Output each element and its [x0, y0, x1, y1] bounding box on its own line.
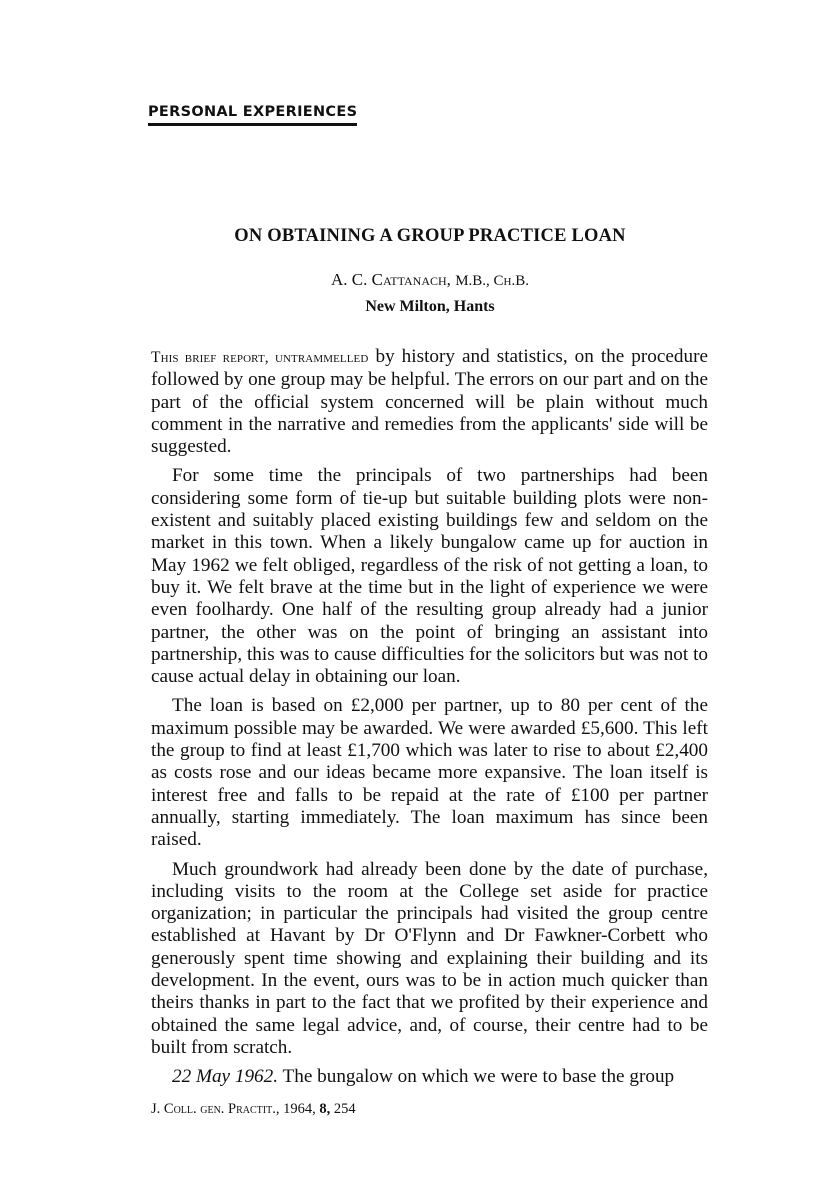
paragraph-3: The loan is based on £2,000 per partner, up to 80 per cent of the maximum possible may be awarded. We were awarded £5,600. This left the group to find at least £1,700 which was later to rise to about £2,400 as costs rose and our ideas became more expansive. The loan itself is interest free and falls to be repaid at the rate of £100 per partner annually, starting immediately. The loan maximum has since been raised. — [151, 695, 708, 851]
journal-volume: 8, — [319, 1101, 331, 1117]
paragraph-1-lead: This brief report, untrammelled — [151, 349, 369, 366]
journal-year: 1964, — [283, 1101, 316, 1117]
paragraph-5-text: The bungalow on which we were to base the group — [282, 1066, 675, 1088]
author-line — [0, 270, 816, 290]
journal-page: 254 — [333, 1101, 356, 1117]
entry-date: 22 May 1962. — [172, 1066, 279, 1088]
paragraph-4: Much groundwork had already been done by the date of purchase, including visits to the room at the College set aside for practice organization; in particular the principals had visited the group centre established at Havant by Dr O'Flynn and Dr Fawkner-Corbett who generously spent time showing and explaining their building and its development. In the event, ours was to be in action much quicker than theirs thanks in part to the fact that we profited by their experience and obtained the same legal advice, and, of course, their centre had to be built from scratch. — [151, 858, 708, 1058]
article-body — [151, 346, 708, 1096]
paragraph-1 — [151, 346, 708, 458]
paragraph-5 — [151, 1066, 708, 1088]
paragraph-1-text: by history and statistics, on the procedure followed by one group may be helpful. The errors on our part and on the part of the official system concerned will be plain without much comment in the narrative and remedies from the applicants' side will be suggested. — [151, 346, 709, 458]
author-degrees: M.B., Ch.B. — [455, 273, 529, 289]
journal-name: J. Coll. gen. Practit., — [151, 1101, 280, 1117]
author-name: A. C. Cattanach, — [331, 270, 451, 289]
paragraph-2: For some time the principals of two partnerships had been considering some form of tie-up but suitable building plots were non-existent and suitably placed existing buildings few and seldom on the market in this town. When a likely bungalow came up for auction in May 1962 we felt obliged, regardless of the risk of not getting a loan, to buy it. We felt brave at the time but in the light of experience we were even foolhardy. One half of the resulting group already had a junior partner, the other was on the point of bringing an assistant into partnership, this was to cause difficulties for the solicitors but was not to cause actual delay in obtaining our loan. — [151, 465, 708, 688]
author-location: New Milton, Hants — [365, 298, 495, 315]
citation-footer — [151, 1101, 356, 1118]
section-heading: PERSONAL EXPERIENCES — [148, 104, 357, 126]
article-title: ON OBTAINING A GROUP PRACTICE LOAN — [234, 226, 626, 246]
